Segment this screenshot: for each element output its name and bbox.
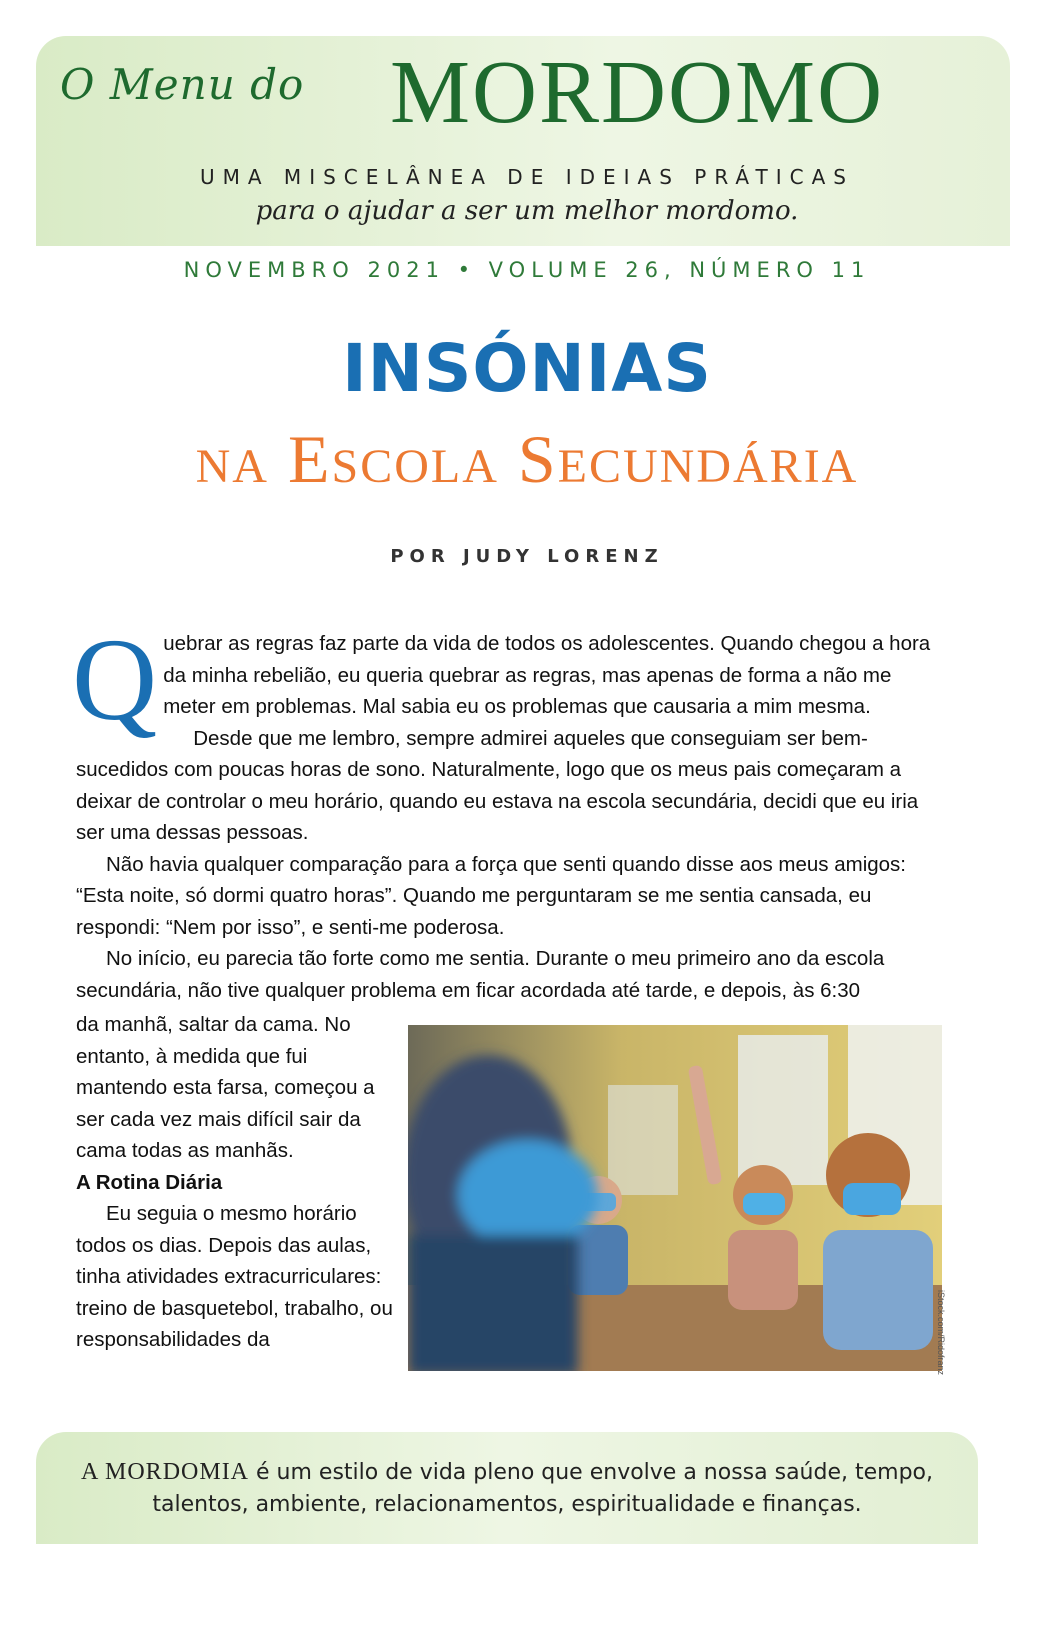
masthead-tagline-script: para o ajudar a ser um melhor mordomo. <box>255 196 799 226</box>
drop-cap: Q <box>72 614 158 745</box>
article-subtitle: na Escola Secundária <box>195 421 859 497</box>
article-body-top <box>72 614 944 1006</box>
paragraph-2: Desde que me lembro, sempre admirei aqueles que conseguiam ser bem-sucedidos com poucas horas de sono. Naturalmente, logo que os meus pais começaram a deixar de controlar o meu horário, quando eu estava na escola secundária, decidi que eu iria ser uma dessas pessoas. <box>76 726 919 844</box>
paragraph-4: No início, eu parecia tão forte como me sentia. Durante o meu primeiro ano da escola secundária, não tive qualquer problema em ficar acordada até tarde, e depois, às 6:30 <box>76 947 885 1002</box>
paragraph-3: Não havia qualquer comparação para a força que senti quando disse aos meus amigos: “Esta noite, só dormi quatro horas”. Quando me perguntaram se me sentia cansada, eu respondi: “Nem por isso”, e senti-me poderosa. <box>76 852 906 939</box>
masthead-tagline: UMA MISCELÂNEA DE IDEIAS PRÁTICAS <box>200 165 854 189</box>
article-byline: POR JUDY LORENZ <box>390 546 664 567</box>
paragraph-1 <box>72 614 944 745</box>
masthead-script-title: O Menu do <box>60 60 305 109</box>
paragraph-4-continued: da manhã, saltar da cama. No entanto, à medida que fui mantendo esta farsa, começou a ser cada vez mais difícil sair da cama todas as manhãs. <box>76 1013 375 1162</box>
paragraph-1-text: uebrar as regras faz parte da vida de todos os adolescentes. Quando chegou a hora da minha rebelião, eu queria quebrar as regras, mas apenas de forma a não me meter em problemas. Mal sabia eu os problemas que causaria a mim mesma. <box>163 632 931 718</box>
masthead-title: MORDOMO <box>390 43 885 142</box>
article-body-column <box>76 1009 396 1356</box>
photo-credit: iStock.com/Ridofranz <box>936 1290 946 1376</box>
paragraph-5: Eu seguia o mesmo horário todos os dias. Depois das aulas, tinha atividades extracurriculares: treino de basquetebol, trabalho, ou responsabilidades da <box>76 1202 393 1351</box>
footer-body: é um estilo de vida pleno que envolve a nossa saúde, tempo, talentos, ambiente, relacionamentos, espiritualidade e finanças. <box>152 1460 933 1517</box>
footer-lead: A MORDOMIA <box>81 1459 250 1485</box>
article-photo <box>408 1025 942 1371</box>
issue-info: NOVEMBRO 2021 • VOLUME 26, NÚMERO 11 <box>183 258 871 282</box>
footer-text <box>36 1456 978 1521</box>
section-heading: A Rotina Diária <box>76 1170 223 1194</box>
article-title: INSÓNIAS <box>342 330 712 407</box>
